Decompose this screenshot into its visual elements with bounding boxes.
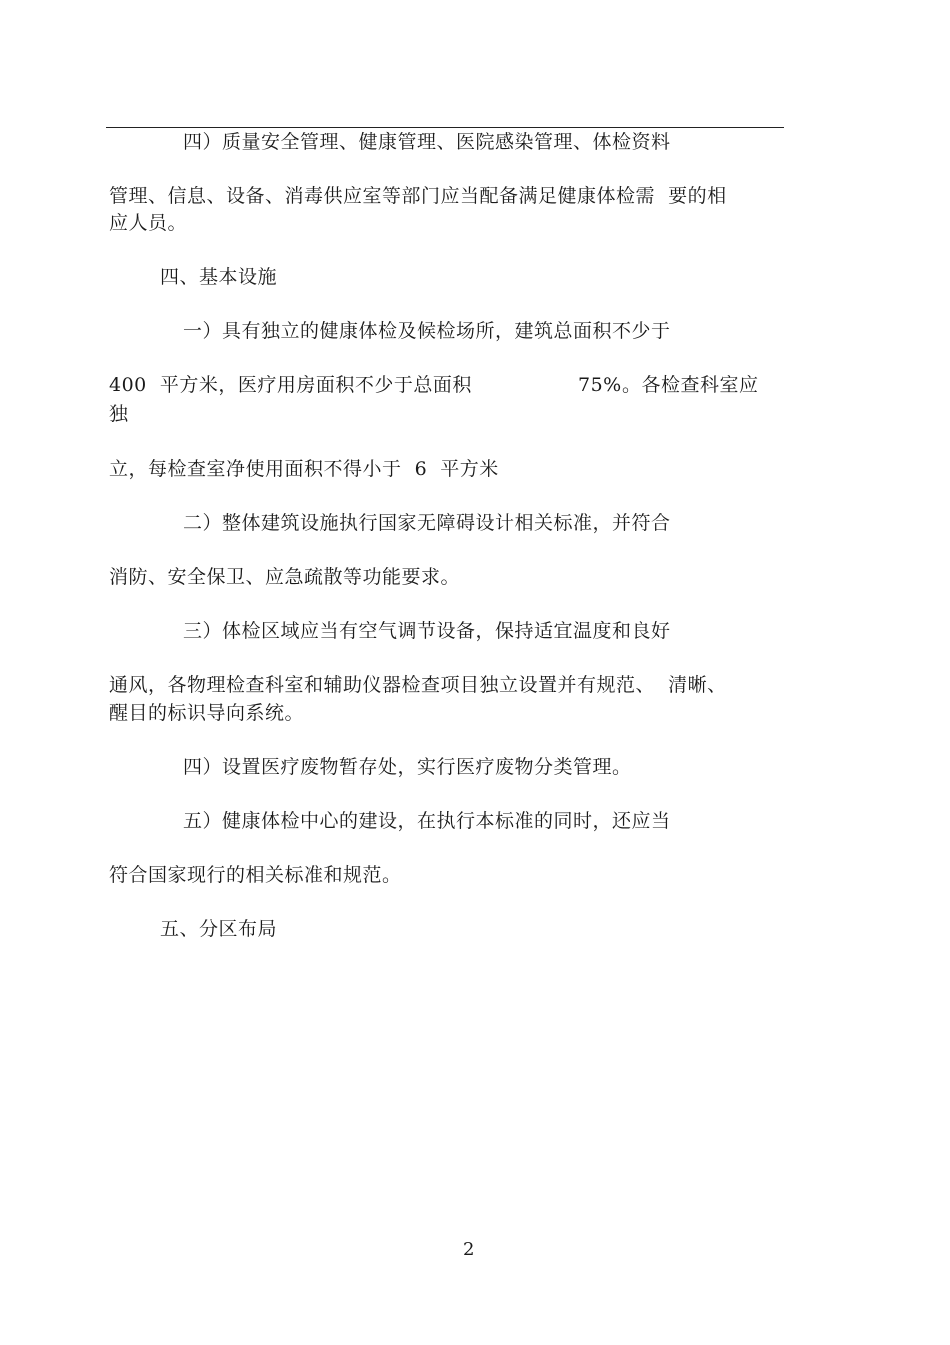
- paragraph-line: 符合国家现行的相关标准和规范。: [109, 864, 402, 886]
- paragraph-line: 。各检查科室应: [622, 374, 759, 396]
- page-number: 2: [463, 1239, 475, 1260]
- paragraph-line: 四）设置医疗废物暂存处，实行医疗废物分类管理。: [183, 756, 632, 778]
- section-heading: 五、分区布局: [160, 918, 278, 940]
- paragraph-line: 管理、信息、设备、消毒供应室等部门应当配备满足健康体检需 要的相: [109, 185, 727, 207]
- paragraph-line: 二）整体建筑设施执行国家无障碍设计相关标准，并符合: [183, 512, 671, 534]
- paragraph-line: 四）质量安全管理、健康管理、医院感染管理、体检资料: [183, 131, 671, 153]
- paragraph-line: 独: [109, 403, 129, 425]
- percentage-value: 75%: [578, 374, 622, 396]
- paragraph-line: 立，每检查室净使用面积不得小于 6 平方米: [109, 458, 499, 480]
- paragraph-line: 应人员。: [109, 212, 188, 234]
- paragraph-line: 400 平方米，医疗用房面积不少于总面积: [109, 374, 472, 396]
- paragraph-line: 五）健康体检中心的建设，在执行本标准的同时，还应当: [183, 810, 671, 832]
- paragraph-line: 醒目的标识导向系统。: [109, 702, 305, 724]
- paragraph-line: 一）具有独立的健康体检及候检场所，建筑总面积不少于: [183, 320, 671, 342]
- paragraph-line: 三）体检区域应当有空气调节设备，保持适宜温度和良好: [183, 620, 671, 642]
- section-heading: 四、基本设施: [160, 266, 278, 288]
- paragraph-line: 消防、安全保卫、应急疏散等功能要求。: [109, 566, 461, 588]
- paragraph-line: 通风，各物理检查科室和辅助仪器检查项目独立设置并有规范、 清晰、: [109, 674, 727, 696]
- header-rule: [106, 127, 784, 128]
